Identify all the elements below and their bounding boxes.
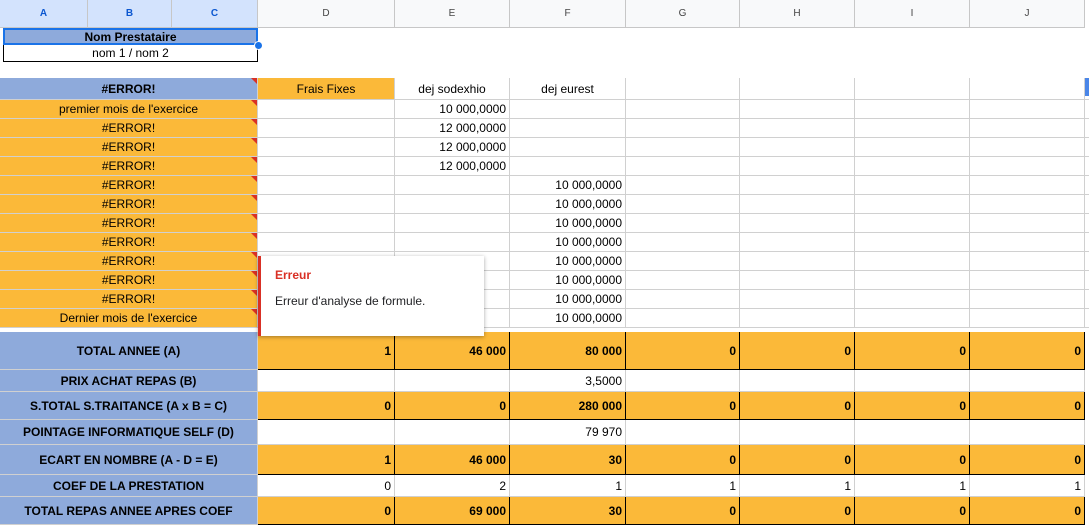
table-cell[interactable] [970,119,1085,138]
table-cell[interactable]: 10 000,0000 [510,309,626,328]
summary-cell[interactable]: 0 [855,497,970,525]
provider-name-title[interactable]: Nom Prestataire [3,28,258,45]
table-cell[interactable] [258,214,395,233]
table-cell[interactable] [740,271,855,290]
summary-cell[interactable] [626,370,740,392]
month-row-label[interactable]: premier mois de l'exercice [0,100,258,119]
table-cell[interactable]: 10 000,0000 [510,195,626,214]
month-row-label[interactable]: #ERROR! [0,233,258,252]
month-row-label[interactable]: #ERROR! [0,157,258,176]
table-cell[interactable] [626,100,740,119]
table-cell[interactable] [395,214,510,233]
table-cell[interactable] [740,214,855,233]
table-cell[interactable]: 10 000,0000 [510,233,626,252]
summary-cell[interactable]: 30 [510,497,626,525]
month-row-label[interactable]: #ERROR! [0,138,258,157]
error-indicator [251,309,257,315]
column-title[interactable]: dej eurest [510,78,626,100]
summary-cell[interactable]: 0 [855,392,970,420]
table-cell[interactable] [626,119,740,138]
summary-cell[interactable]: 280 000 [510,392,626,420]
table-cell[interactable] [1085,233,1089,252]
month-row-label[interactable]: #ERROR! [0,214,258,233]
month-row-label[interactable]: #ERROR! [0,176,258,195]
table-cell[interactable] [970,214,1085,233]
error-indicator [251,195,257,201]
table-cell[interactable] [258,138,395,157]
summary-cell[interactable]: 0 [970,392,1085,420]
table-cell[interactable] [258,195,395,214]
month-row-label[interactable]: #ERROR! [0,252,258,271]
table-cell[interactable] [626,233,740,252]
column-header-i[interactable]: I [855,0,970,28]
summary-cell[interactable]: 0 [855,332,970,370]
table-cell[interactable] [855,290,970,309]
table-cell[interactable] [1085,252,1089,271]
summary-cell[interactable]: 30 [510,445,626,475]
table-cell[interactable] [970,100,1085,119]
table-cell[interactable] [1085,214,1089,233]
table-cell[interactable] [740,119,855,138]
table-cell[interactable] [740,138,855,157]
table-cell[interactable] [626,214,740,233]
table-cell[interactable] [970,138,1085,157]
column-header-c[interactable]: C [172,0,258,28]
summary-cell[interactable]: 0 [970,445,1085,475]
summary-row-label[interactable]: POINTAGE INFORMATIQUE SELF (D) [0,420,258,445]
summary-cell[interactable] [970,420,1085,445]
month-row-label[interactable]: #ERROR! [0,290,258,309]
table-cell[interactable] [970,176,1085,195]
summary-cell[interactable]: 0 [970,332,1085,370]
table-cell[interactable] [855,252,970,271]
month-row-label[interactable]: Dernier mois de l'exercice [0,309,258,328]
column-title[interactable]: dej sodexhio [395,78,510,100]
table-cell[interactable] [740,233,855,252]
table-cell[interactable] [855,119,970,138]
table-cell[interactable] [855,309,970,328]
column-header-e[interactable]: E [395,0,510,28]
table-cell[interactable] [740,290,855,309]
table-cell[interactable] [510,100,626,119]
table-cell[interactable] [1085,195,1089,214]
summary-cell[interactable]: 0 [626,445,740,475]
table-cell[interactable] [970,290,1085,309]
table-header-label[interactable]: #ERROR! [0,78,258,100]
table-cell[interactable] [1085,100,1089,119]
table-cell[interactable] [1085,176,1089,195]
table-cell[interactable] [855,233,970,252]
column-title[interactable] [740,78,855,100]
table-cell[interactable] [855,100,970,119]
table-cell[interactable] [740,195,855,214]
column-title[interactable] [855,78,970,100]
column-title[interactable] [626,78,740,100]
table-cell[interactable] [970,233,1085,252]
table-cell[interactable] [855,176,970,195]
table-cell[interactable] [740,252,855,271]
table-cell[interactable]: 10 000,0000 [510,290,626,309]
table-cell[interactable] [1085,290,1089,309]
summary-cell[interactable]: 1 [626,475,740,497]
column-header-d[interactable]: D [258,0,395,28]
table-cell[interactable]: 10 000,0000 [510,176,626,195]
table-cell[interactable] [740,100,855,119]
error-indicator [251,271,257,277]
summary-cell[interactable]: 0 [258,392,395,420]
month-row-label[interactable]: #ERROR! [0,119,258,138]
table-cell[interactable] [855,271,970,290]
table-cell[interactable] [626,138,740,157]
table-cell[interactable] [855,195,970,214]
summary-cell[interactable]: 3,5000 [510,370,626,392]
fill-handle[interactable] [254,41,263,50]
table-cell[interactable]: 10 000,0000 [510,271,626,290]
summary-cell[interactable]: 79 970 [510,420,626,445]
summary-cell[interactable] [855,420,970,445]
table-cell[interactable] [740,309,855,328]
summary-cell[interactable]: 1 [740,475,855,497]
table-cell[interactable] [258,176,395,195]
table-cell[interactable]: 10 000,0000 [510,214,626,233]
summary-cell[interactable] [395,370,510,392]
table-cell[interactable] [1085,119,1089,138]
summary-cell[interactable]: 69 000 [395,497,510,525]
error-tooltip-message: Erreur d'analyse de formule. [275,294,426,308]
summary-row-label[interactable]: S.TOTAL S.TRAITANCE (A x B = C) [0,392,258,420]
table-cell[interactable] [626,252,740,271]
table-cell[interactable] [395,233,510,252]
table-cell[interactable] [626,309,740,328]
column-header-g[interactable]: G [626,0,740,28]
table-cell[interactable] [740,176,855,195]
summary-cell[interactable]: 0 [395,392,510,420]
summary-cell[interactable]: 0 [740,392,855,420]
table-cell[interactable] [970,252,1085,271]
table-cell[interactable] [510,119,626,138]
error-indicator [251,233,257,239]
frozen-edge-marker [1085,78,1089,96]
provider-name-value[interactable]: nom 1 / nom 2 [3,45,258,62]
column-title[interactable] [970,78,1085,100]
error-indicator [251,252,257,258]
error-tooltip-title: Erreur [275,268,312,282]
error-indicator [251,100,257,106]
column-title[interactable]: Frais Fixes [258,78,395,100]
summary-cell[interactable]: 0 [626,497,740,525]
table-cell[interactable]: 10 000,0000 [510,252,626,271]
summary-cell[interactable]: 1 [855,475,970,497]
summary-cell[interactable]: 0 [740,497,855,525]
summary-cell[interactable]: 1 [258,445,395,475]
summary-cell[interactable]: 0 [740,332,855,370]
table-cell[interactable] [258,119,395,138]
summary-row-label[interactable]: ECART EN NOMBRE (A - D = E) [0,445,258,475]
table-cell[interactable] [258,233,395,252]
table-cell[interactable] [258,157,395,176]
table-cell[interactable] [626,271,740,290]
summary-cell[interactable]: 46 000 [395,332,510,370]
table-cell[interactable] [510,157,626,176]
summary-cell[interactable]: 1 [510,475,626,497]
summary-row-label[interactable]: TOTAL ANNEE (A) [0,332,258,370]
table-cell[interactable] [395,195,510,214]
column-header-j[interactable]: J [970,0,1085,28]
error-indicator [251,138,257,144]
summary-row-label[interactable]: COEF DE LA PRESTATION [0,475,258,497]
summary-cell[interactable]: 80 000 [510,332,626,370]
column-header-b[interactable]: B [88,0,172,28]
column-header-a[interactable]: A [0,0,88,28]
month-row-label[interactable]: #ERROR! [0,271,258,290]
table-cell[interactable] [1085,138,1089,157]
summary-cell[interactable]: 0 [970,497,1085,525]
table-cell[interactable] [970,157,1085,176]
summary-cell[interactable] [626,420,740,445]
summary-row-label[interactable]: PRIX ACHAT REPAS (B) [0,370,258,392]
table-cell[interactable]: 10 000,0000 [395,100,510,119]
table-cell[interactable] [970,195,1085,214]
error-indicator [251,119,257,125]
table-cell[interactable] [855,214,970,233]
table-cell[interactable] [1085,309,1089,328]
error-indicator [251,290,257,296]
summary-cell[interactable] [395,420,510,445]
table-cell[interactable] [855,138,970,157]
summary-cell[interactable]: 2 [395,475,510,497]
summary-cell[interactable]: 0 [626,332,740,370]
table-cell[interactable]: 12 000,0000 [395,157,510,176]
summary-cell[interactable] [740,370,855,392]
table-cell[interactable] [626,195,740,214]
summary-cell[interactable]: 1 [258,332,395,370]
table-cell[interactable]: 12 000,0000 [395,138,510,157]
table-cell[interactable] [855,157,970,176]
table-cell[interactable] [970,271,1085,290]
summary-cell[interactable]: 0 [626,392,740,420]
summary-cell[interactable]: 0 [740,445,855,475]
table-cell[interactable]: 12 000,0000 [395,119,510,138]
table-cell[interactable] [510,138,626,157]
summary-cell[interactable] [855,370,970,392]
summary-cell[interactable]: 0 [258,497,395,525]
table-cell[interactable] [740,157,855,176]
table-cell[interactable] [258,100,395,119]
error-indicator [251,176,257,182]
table-cell[interactable] [395,176,510,195]
summary-cell[interactable]: 0 [855,445,970,475]
summary-row-label[interactable]: TOTAL REPAS ANNEE APRES COEF [0,497,258,525]
table-cell[interactable] [626,290,740,309]
summary-cell[interactable]: 0 [258,475,395,497]
table-cell[interactable] [1085,271,1089,290]
error-tooltip [258,256,484,336]
summary-cell[interactable]: 1 [970,475,1085,497]
summary-cell[interactable] [258,420,395,445]
error-indicator [251,214,257,220]
summary-cell[interactable] [740,420,855,445]
error-indicator [251,78,257,84]
month-row-label[interactable]: #ERROR! [0,195,258,214]
table-cell[interactable] [626,157,740,176]
table-cell[interactable] [626,176,740,195]
column-header-h[interactable]: H [740,0,855,28]
summary-cell[interactable] [970,370,1085,392]
error-indicator [251,157,257,163]
table-cell[interactable] [1085,157,1089,176]
table-cell[interactable] [970,309,1085,328]
column-header-f[interactable]: F [510,0,626,28]
summary-cell[interactable]: 46 000 [395,445,510,475]
summary-cell[interactable] [258,370,395,392]
